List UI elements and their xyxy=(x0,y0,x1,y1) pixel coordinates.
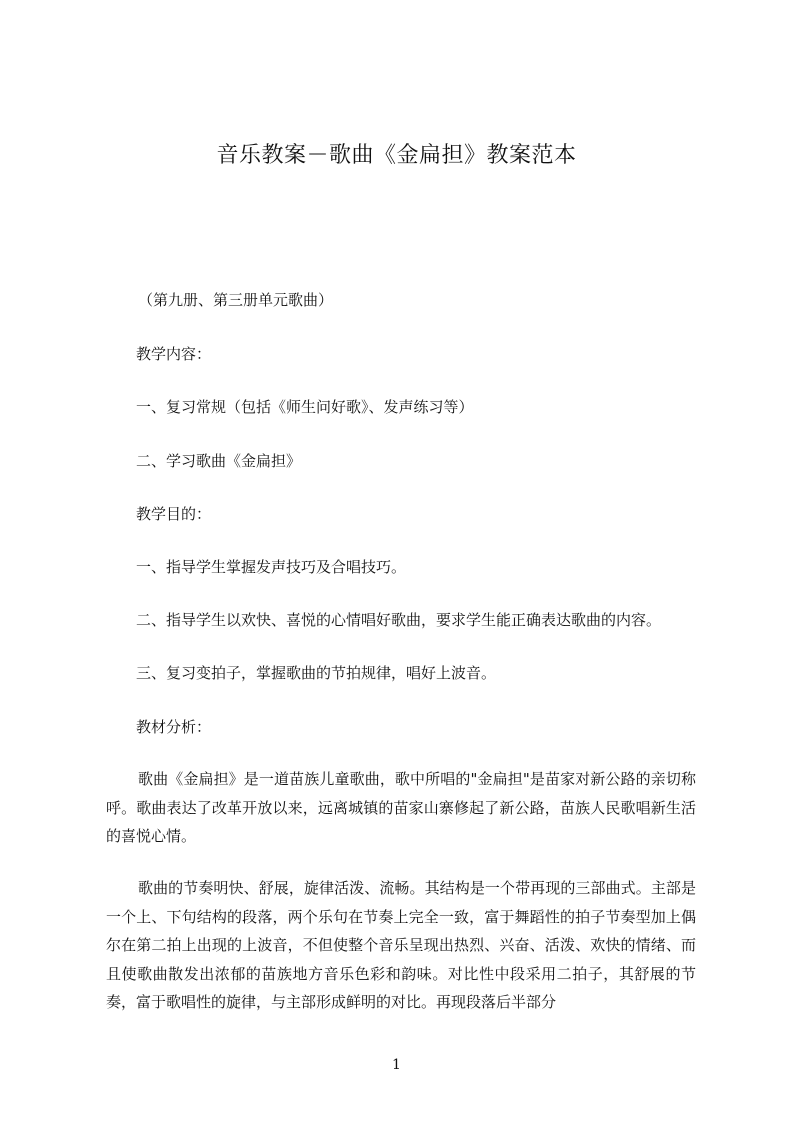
page-number: 1 xyxy=(392,1057,401,1073)
goal-item-1: 一、指导学生掌握发声技巧及合唱技巧。 xyxy=(136,558,407,576)
goals-heading: 教学目的： xyxy=(136,505,212,523)
content-item-1: 一、复习常规（包括《师生问好歌》、发声练习等） xyxy=(136,398,474,416)
analysis-heading: 教材分析： xyxy=(136,718,212,736)
content-heading: 教学内容： xyxy=(136,345,212,363)
subtitle: （第九册、第三册单元歌曲） xyxy=(138,291,334,309)
document-title: 音乐教案－歌曲《金扁担》教案范本 xyxy=(216,143,577,168)
content-item-2: 二、学习歌曲《金扁担》 xyxy=(136,452,302,470)
analysis-paragraph-2: 歌曲的节奏明快、舒展，旋律活泼、流畅。其结构是一个带再现的三部曲式。主部是一个上、下句结构的段落，两个乐句在节奏上完全一致，富于舞蹈性的拍子节奏型加上偶尔在第二拍上出现的上波音，不但使整个音乐呈现出热烈、兴奋、活泼、欢快的情绪、而且使歌曲散发出浓郁的苗族地方音乐色彩和韵味。对比性中段采用二拍子，其舒展的节奏，富于歌唱性的旋律，与主部形成鲜明的对比。再现段落后半部分 xyxy=(106,879,696,1011)
goal-item-3: 三、复习变拍子，掌握歌曲的节拍规律，唱好上波音。 xyxy=(136,664,497,682)
analysis-paragraph-1: 歌曲《金扁担》是一道苗族儿童歌曲，歌中所唱的"金扁担"是苗家对新公路的亲切称呼。歌曲表达了改革开放以来，远离城镇的苗家山寨修起了新公路，苗族人民歌唱新生活的喜悦心情。 xyxy=(106,770,696,845)
goal-item-2: 二、指导学生以欢快、喜悦的心情唱好歌曲，要求学生能正确表达歌曲的内容。 xyxy=(136,611,662,629)
